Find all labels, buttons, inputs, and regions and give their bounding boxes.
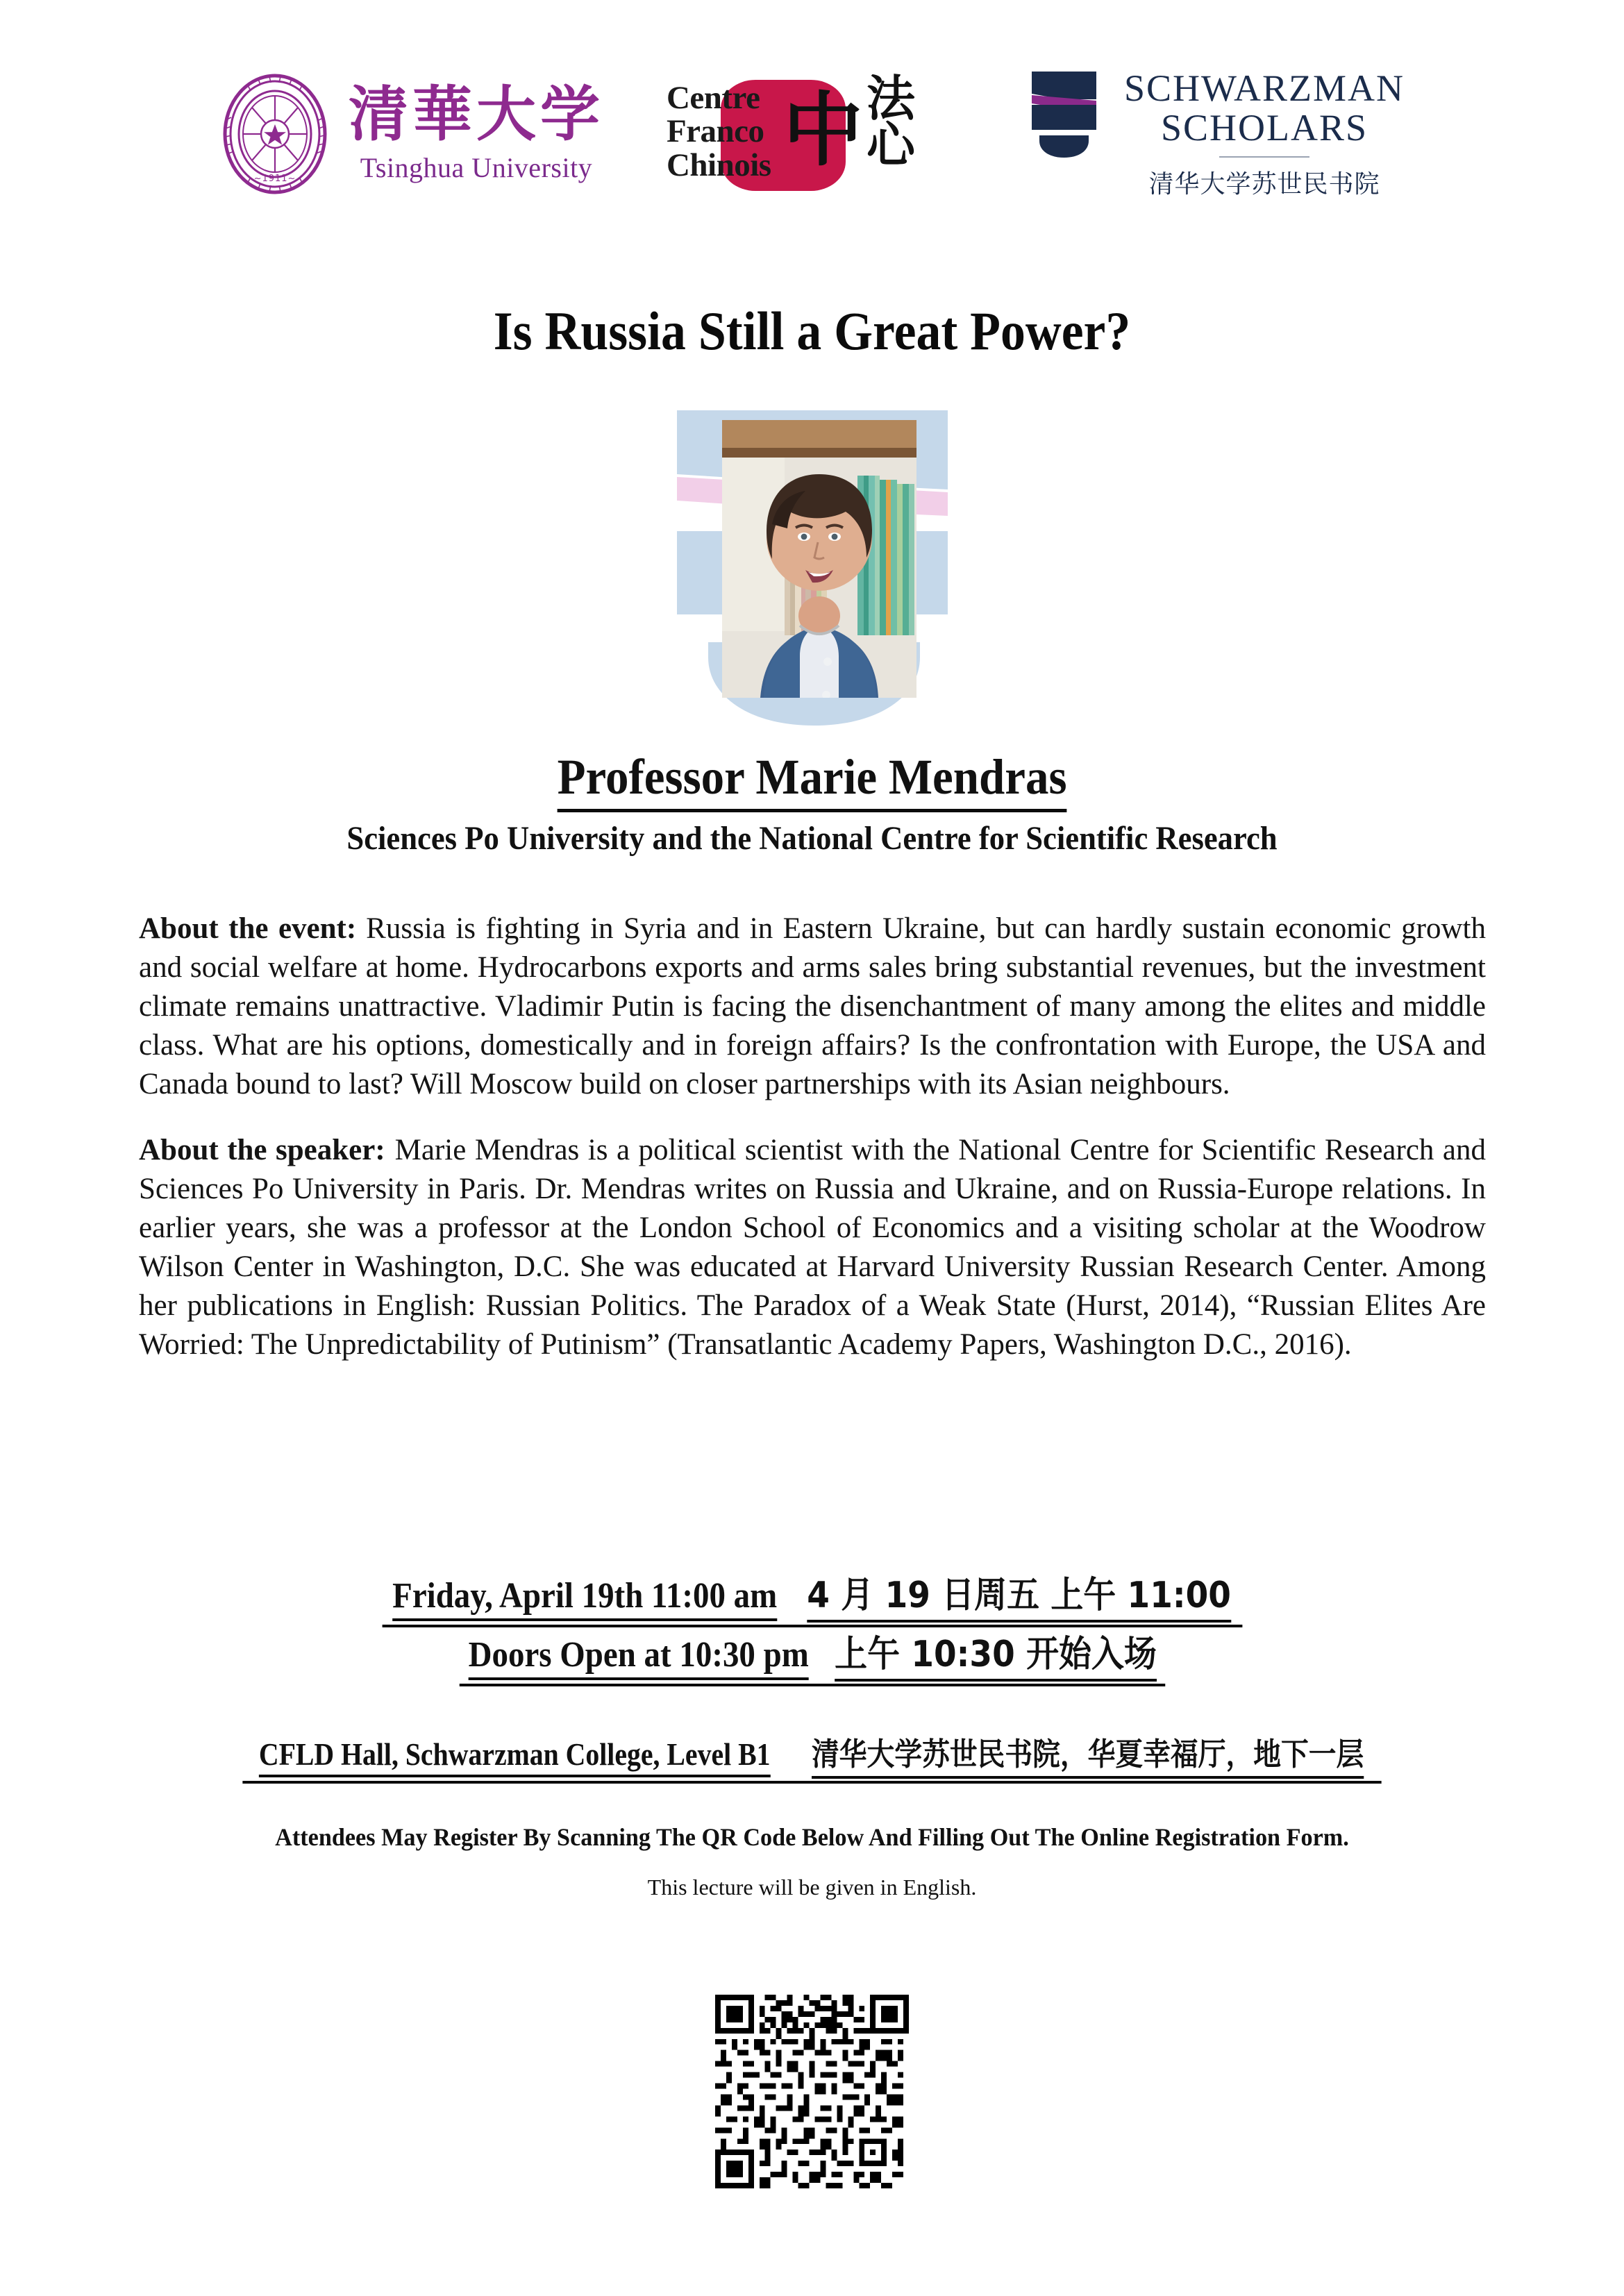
cfc-chinese-fa: 法 <box>866 70 915 127</box>
schwarzman-chinese-name: 清华大学苏世民书院 <box>1148 170 1380 199</box>
doors-open-en: Doors Open at 10:30 pm <box>468 1634 808 1680</box>
about-speaker-paragraph <box>139 1131 1486 1364</box>
language-note: This lecture will be given in English. <box>647 1875 977 1900</box>
svg-text:~1911~: ~1911~ <box>253 174 296 184</box>
cfc-line-3 <box>666 146 771 183</box>
schwarzman-shield-icon <box>1028 69 1100 159</box>
about-event-text: Russia is fighting in Syria and in Eastern Ukraine, but can hardly sustain economic growth and social welfare at home. Hydrocarbons exports and arms sales bring substantial revenues, but the investment climate remains unattractive. Vladimir Putin is facing the disenchantment of many among the elites and middle class. What are his options, domestically and in foreign affairs? Is the confrontation with Europe, the USA and Canada bound to last? Will Moscow build on closer partnerships with its Asian neighbours. <box>139 912 1486 1100</box>
venue-cn: 清华大学苏世民书院，华夏幸福厅，地下一层 <box>812 1729 1364 1779</box>
event-datetime-en: Friday, April 19th 11:00 am <box>392 1575 777 1621</box>
event-datetime-line <box>0 1566 1624 1627</box>
event-venue-line <box>0 1729 1624 1784</box>
avatar <box>722 420 916 698</box>
cfc-line-3-text: Chinois <box>666 146 771 183</box>
body-content <box>139 910 1486 1392</box>
about-speaker-label: About the speaker: <box>139 1134 385 1167</box>
event-datetime-cn: 4 月 19 日周五 上午 11:00 <box>807 1566 1231 1623</box>
schwarzman-divider <box>1219 156 1309 158</box>
schwarzman-name-line-1: SCHWARZMAN <box>1123 67 1405 109</box>
about-event-label: About the event: <box>139 912 357 945</box>
tsinghua-chinese-name: 清華大学 <box>348 78 604 149</box>
logo-bar <box>0 66 1624 240</box>
schwarzman-name-line-2: SCHOLARS <box>1160 107 1368 149</box>
registration-note: Attendees May Register By Scanning The QR Code Below And Filling Out The Online Registration Form. <box>275 1823 1349 1851</box>
cfc-line-2 <box>667 115 771 148</box>
schwarzman-scholars-logo <box>1028 66 1405 200</box>
page-title: Is Russia Still a Great Power? <box>493 301 1131 361</box>
about-event-paragraph <box>139 910 1486 1103</box>
centre-franco-chinois-logo <box>667 66 965 208</box>
speaker-photo-section <box>0 399 1624 732</box>
doors-open-line <box>0 1625 1624 1686</box>
cfc-line-2-text: Franco <box>666 113 764 150</box>
speaker-name <box>0 748 1624 812</box>
tsinghua-seal-icon <box>219 72 330 196</box>
cfc-chinese-zhong: 中 <box>782 84 863 177</box>
cfc-line-1-text: Centre <box>666 80 760 116</box>
tsinghua-english-name: Tsinghua University <box>360 151 593 183</box>
cfc-line-1 <box>667 81 771 115</box>
cfc-chinese-xin: 心 <box>866 116 915 174</box>
about-speaker-text: Marie Mendras is a political scientist with the National Centre for Scientific Research and Sciences Po University in Paris. Dr. Mendras writes on Russia and Ukraine, and on Russia-Europe relations. In earlier years, she was a professor at the London School of Economics and a visiting scholar at the Woodrow Wilson Center in Washington, D.C. She was educated at Harvard University Russian Research Center. Among her publications in English: Russian Politics. The Paradox of a Weak State (Hurst, 2014), “Russian Elites Are Worried: The Unpredictability of Putinism” (Transatlantic Academy Papers, Washington D.C., 2016). <box>139 1134 1486 1361</box>
venue-en: CFLD Hall, Schwarzman College, Level B1 <box>259 1736 771 1777</box>
speaker-affiliation: Sciences Po University and the National Centre for Scientific Research <box>346 820 1278 857</box>
tsinghua-logo <box>219 66 604 196</box>
registration-qr-code[interactable] <box>710 1989 914 2194</box>
speaker-name-text: Professor Marie Mendras <box>558 748 1067 812</box>
doors-open-cn: 上午 10:30 开始入场 <box>835 1625 1157 1682</box>
